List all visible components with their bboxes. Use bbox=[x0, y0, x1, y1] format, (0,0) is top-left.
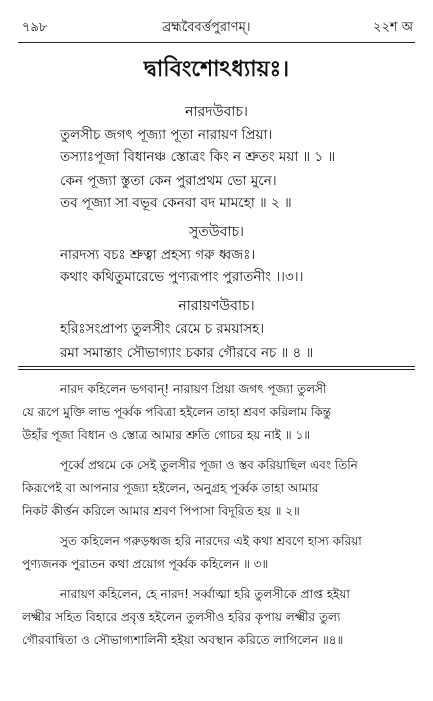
translation-line: নিকট কীর্ত্তন করিলে আমার শ্রবণ পিপাসা বিদূরিত হয় ॥ ২॥ bbox=[22, 504, 300, 518]
chapter-title: দ্বাবিংশোঽধ্যায়ঃ। bbox=[143, 57, 290, 82]
verse-1-line-1: তুলসীচ জগৎ পূজ্যা পূতা নারায়ণ প্রিয়া। bbox=[60, 127, 273, 143]
speaker-narada: নারদউবাচ। bbox=[185, 104, 248, 120]
verse-2-line-1: কেন পূজ্যা স্তুতা কেন পুরাপ্রথম ভো মুনে। bbox=[60, 173, 277, 189]
verse-4-line-1: হরিঃসংপ্রাপ্য তুলসীং রেমে চ রময়াসহ। bbox=[60, 321, 265, 337]
translation-line: যে রূপে মুক্তি লাভ পূর্ব্বক পবিত্রা হইলেন তাহা শ্রবণ করিলাম কিন্তু bbox=[22, 405, 332, 419]
translation-line: কিরূপেই বা আপনার পূজ্যা হইলেন, অনুগ্রহ পূর্ব্বক তাহা আমার bbox=[22, 481, 319, 495]
translation-line: সুত কহিলেন গরুড়ধ্বজ হরি নারদের এই কথা শ্রবণে হাস্য করিয়া bbox=[60, 534, 362, 548]
chapter-marker: ২২শ অ bbox=[373, 20, 413, 35]
verse-1-line-2: তস্যাঃপূজা বিধানঞ্চ স্তোত্রং কিং ন শ্রুতং ময়া ॥ ১ ॥ bbox=[60, 149, 336, 165]
translation-line: নারদ কহিলেন ভগবান্! নারায়ণ প্রিয়া জগৎ পূজ্যা তুলসী bbox=[60, 382, 327, 396]
section-rule bbox=[18, 366, 415, 367]
translation-line: গৌরবান্বিতা ও সৌভাগ্যশালিনী হইয়া অবস্থান করিতে লাগিলেন ॥৪॥ bbox=[22, 633, 344, 647]
speaker-narayana: নারায়ণউবাচ। bbox=[178, 298, 255, 314]
verse-2-line-2: তব পূজ্যা সা বভূব কেনবা বদ মামহো ॥ ২ ॥ bbox=[60, 195, 292, 211]
translation-line: নারায়ণ কহিলেন, হে নারদ! সর্ব্বাত্মা হরি তুলসীকে প্রাপ্ত হইয়া bbox=[60, 587, 350, 601]
verse-3-line-2: কথাং কথিতুমারেভে পুণ্যরূপাং পুরাতনীং ।।৩।। bbox=[60, 269, 304, 285]
speaker-suta: সুতউবাচ। bbox=[188, 224, 245, 240]
header-rule bbox=[18, 42, 415, 43]
translation-line: পুণ্যজনক পুরাতন কথা প্রয়োগ পূর্ব্বক কহিলেন ॥ ৩॥ bbox=[22, 557, 269, 571]
book-title: ব্রহ্মবৈবর্ত্তপুরাণম্। bbox=[162, 20, 251, 35]
translation-line: উহাঁর পূজা বিধান ও স্তোত্র আমার শ্রুতি গোচর হয় নাই ॥ ১॥ bbox=[22, 428, 311, 442]
verse-4-line-2: রমা সমান্তাং সৌভাগ্যাং চকার গৌরবে নচ ॥ ৪ ॥ bbox=[60, 345, 314, 361]
verse-3-line-1: নারদস্য বচঃ শ্রুত্বা প্রহস্য গরু ধ্বজঃ। bbox=[60, 247, 256, 263]
translation-line: লক্ষ্মীর সহিত বিহারে প্রবৃত্ত হইলেন তুলসীও হরির কৃপায় লক্ষ্মীর তুল্য bbox=[22, 610, 341, 624]
translation-line: পূর্ব্বে প্রথমে কে সেই তুলসীর পূজা ও স্তব করিয়াছিল এবং তিনি bbox=[60, 458, 358, 472]
section-rule-double bbox=[18, 369, 415, 370]
page-header bbox=[22, 18, 413, 40]
page-number: ৭৯৮ bbox=[22, 20, 48, 35]
